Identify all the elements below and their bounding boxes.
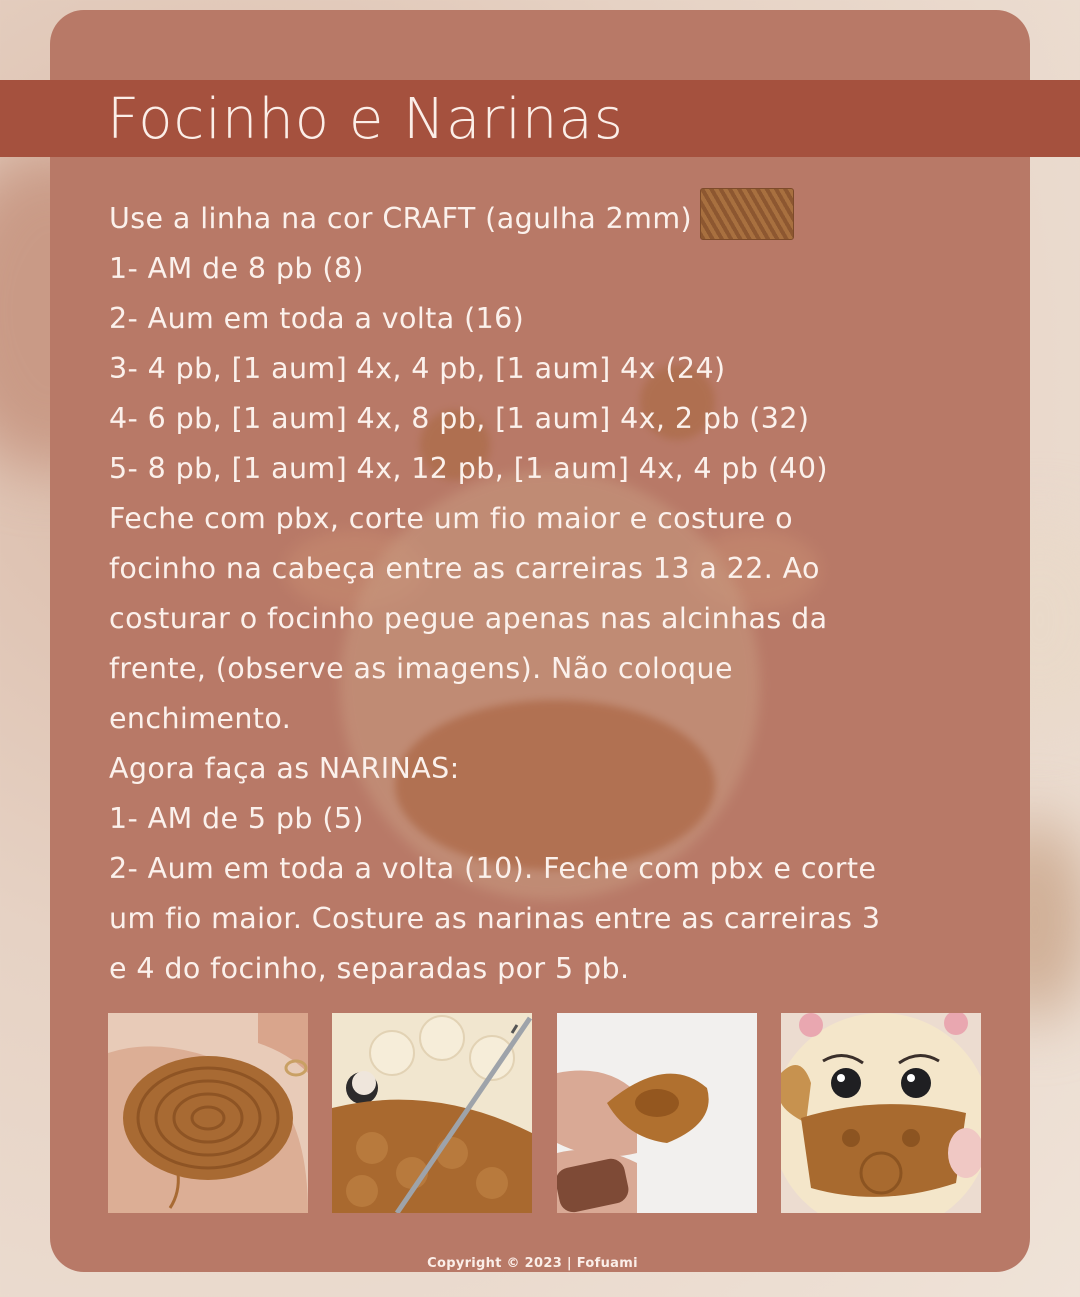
round-line: um fio maior. Costure as narinas entre as carreiras 3 <box>109 902 881 935</box>
round-line: 5- 8 pb, [1 aum] 4x, 12 pb, [1 aum] 4x, 4 pb (40) <box>109 452 828 485</box>
thumbnail-finished-face <box>781 1013 981 1213</box>
round-line: 2- Aum em toda a volta (10). Feche com pbx e corte <box>109 852 877 885</box>
round-line: 1- AM de 5 pb (5) <box>109 802 364 835</box>
copyright-footer: Copyright © 2023 | Fofuami <box>427 1256 638 1271</box>
round-line: e 4 do focinho, separadas por 5 pb. <box>109 952 630 985</box>
note-line: Feche com pbx, corte um fio maior e costure o <box>109 502 793 535</box>
page-title: Focinho e Narinas <box>107 87 624 152</box>
note-line: frente, (observe as imagens). Não coloque <box>109 652 733 685</box>
round-line: 3- 4 pb, [1 aum] 4x, 4 pb, [1 aum] 4x (24) <box>109 352 726 385</box>
note-line: focinho na cabeça entre as carreiras 13 a 22. Ao <box>109 552 820 585</box>
thumbnail-sewing-muzzle <box>332 1013 532 1213</box>
note-line: costurar o focinho pegue apenas nas alcinhas da <box>109 602 828 635</box>
intro-text: Use a linha na cor CRAFT (agulha 2mm) <box>109 202 693 235</box>
narinas-heading: Agora faça as NARINAS: <box>109 752 460 785</box>
intro-line <box>109 188 989 244</box>
round-line: 4- 6 pb, [1 aum] 4x, 8 pb, [1 aum] 4x, 2 pb (32) <box>109 402 810 435</box>
instructions-text <box>109 188 989 994</box>
thumbnail-nostril-piece <box>557 1013 757 1213</box>
round-line: 2- Aum em toda a volta (16) <box>109 302 525 335</box>
round-line: 1- AM de 8 pb (8) <box>109 252 364 285</box>
thumbnail-circle-in-hand <box>108 1013 308 1213</box>
yarn-swatch-icon <box>700 188 794 240</box>
note-line: enchimento. <box>109 702 292 735</box>
